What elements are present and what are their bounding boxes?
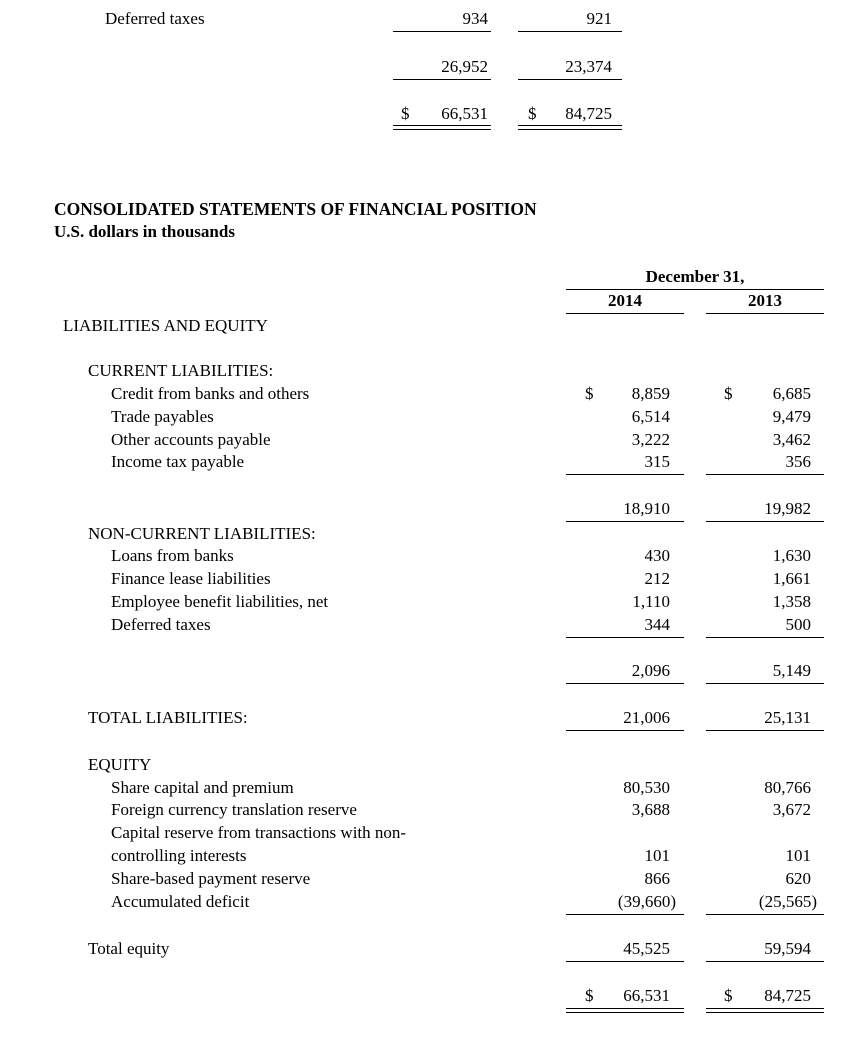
row-label: Share capital and premium <box>111 778 294 797</box>
value-2013: 3,462 <box>772 430 811 449</box>
rule <box>706 474 824 475</box>
value-2013: 9,479 <box>772 407 811 426</box>
current-liabilities-subtotal-2013: 19,982 <box>764 499 811 518</box>
section-heading: LIABILITIES AND EQUITY <box>63 316 268 335</box>
total-top-2013: 84,725 <box>565 104 612 123</box>
row-label: Share-based payment reserve <box>111 869 311 888</box>
currency-symbol: $ <box>585 384 594 403</box>
current-liabilities-heading: CURRENT LIABILITIES: <box>88 361 274 380</box>
grand-total-2013: 84,725 <box>764 986 811 1005</box>
current-liabilities-subtotal-2014: 18,910 <box>623 499 670 518</box>
total-top-2014: 66,531 <box>441 104 488 123</box>
rule <box>706 914 824 915</box>
rule <box>393 31 491 32</box>
value-2013: 1,358 <box>772 592 811 611</box>
value-2013: 500 <box>785 615 811 634</box>
rule <box>566 521 684 522</box>
total-equity-2013: 59,594 <box>764 939 811 958</box>
statement-subtitle: U.S. dollars in thousands <box>54 222 235 241</box>
value-2014: 6,514 <box>631 407 670 426</box>
row-label: Trade payables <box>111 407 214 426</box>
subtotal-top-2014: 26,952 <box>441 57 488 76</box>
value-2014: 3,688 <box>631 800 670 819</box>
deferred-taxes-top-2014: 934 <box>462 9 488 28</box>
value-2014: 80,530 <box>623 778 670 797</box>
rule <box>706 313 824 314</box>
grand-total-2014: 66,531 <box>623 986 670 1005</box>
deferred-taxes-label-top: Deferred taxes <box>105 9 205 28</box>
non-current-liabilities-subtotal-2013: 5,149 <box>772 661 811 680</box>
row-label: controlling interests <box>111 846 247 865</box>
rule <box>566 683 684 684</box>
equity-heading: EQUITY <box>88 755 152 774</box>
currency-symbol: $ <box>401 104 410 123</box>
row-label: Foreign currency translation reserve <box>111 800 357 819</box>
row-label: Accumulated deficit <box>111 892 250 911</box>
rule <box>706 730 824 731</box>
rule <box>566 637 684 638</box>
non-current-liabilities-heading: NON-CURRENT LIABILITIES: <box>88 524 316 543</box>
value-2014: 212 <box>644 569 670 588</box>
rule <box>566 730 684 731</box>
rule <box>518 79 622 80</box>
value-2013: 356 <box>785 452 811 471</box>
value-2014: 430 <box>644 546 670 565</box>
currency-symbol: $ <box>528 104 537 123</box>
row-label: Income tax payable <box>111 452 245 471</box>
currency-symbol: $ <box>724 384 733 403</box>
rule <box>566 313 684 314</box>
row-label: Credit from banks and others <box>111 384 310 403</box>
row-label: Loans from banks <box>111 546 234 565</box>
total-liabilities-label: TOTAL LIABILITIES: <box>88 708 248 727</box>
value-2013: 620 <box>785 869 811 888</box>
double-rule <box>393 125 491 130</box>
total-equity-2014: 45,525 <box>623 939 670 958</box>
rule <box>706 961 824 962</box>
value-2014: 1,110 <box>632 592 670 611</box>
rule <box>566 961 684 962</box>
row-label: Other accounts payable <box>111 430 271 449</box>
rule <box>393 79 491 80</box>
rule <box>566 289 824 290</box>
total-liabilities-2014: 21,006 <box>623 708 670 727</box>
total-liabilities-2013: 25,131 <box>764 708 811 727</box>
non-current-liabilities-subtotal-2014: 2,096 <box>631 661 670 680</box>
statement-title: CONSOLIDATED STATEMENTS OF FINANCIAL POSITION <box>54 199 537 219</box>
deferred-taxes-top-2013: 921 <box>586 9 612 28</box>
currency-symbol: $ <box>724 986 733 1005</box>
row-label: Employee benefit liabilities, net <box>111 592 329 611</box>
rule <box>706 637 824 638</box>
value-2013: 3,672 <box>772 800 811 819</box>
period-header: December 31, <box>645 267 745 286</box>
row-label: Finance lease liabilities <box>111 569 271 588</box>
rule <box>518 31 622 32</box>
year-2014-header: 2014 <box>608 291 642 310</box>
rule <box>706 521 824 522</box>
value-2014: 344 <box>644 615 670 634</box>
value-2014: 101 <box>644 846 670 865</box>
value-2013: 6,685 <box>772 384 811 403</box>
row-label: Deferred taxes <box>111 615 211 634</box>
value-2014: 8,859 <box>631 384 670 403</box>
value-2014: 866 <box>644 869 670 888</box>
value-2014: 315 <box>644 452 670 471</box>
subtotal-top-2013: 23,374 <box>565 57 612 76</box>
rule <box>706 683 824 684</box>
value-2014: (39,660) <box>617 892 676 911</box>
double-rule <box>706 1008 824 1013</box>
year-2013-header: 2013 <box>748 291 782 310</box>
double-rule <box>566 1008 684 1013</box>
rule <box>566 474 684 475</box>
value-2013: 1,630 <box>772 546 811 565</box>
total-equity-label: Total equity <box>88 939 170 958</box>
value-2013: 80,766 <box>764 778 811 797</box>
row-label: Capital reserve from transactions with non- <box>111 823 407 842</box>
value-2013: (25,565) <box>758 892 817 911</box>
value-2013: 101 <box>785 846 811 865</box>
currency-symbol: $ <box>585 986 594 1005</box>
double-rule <box>518 125 622 130</box>
rule <box>566 914 684 915</box>
value-2014: 3,222 <box>631 430 670 449</box>
value-2013: 1,661 <box>772 569 811 588</box>
